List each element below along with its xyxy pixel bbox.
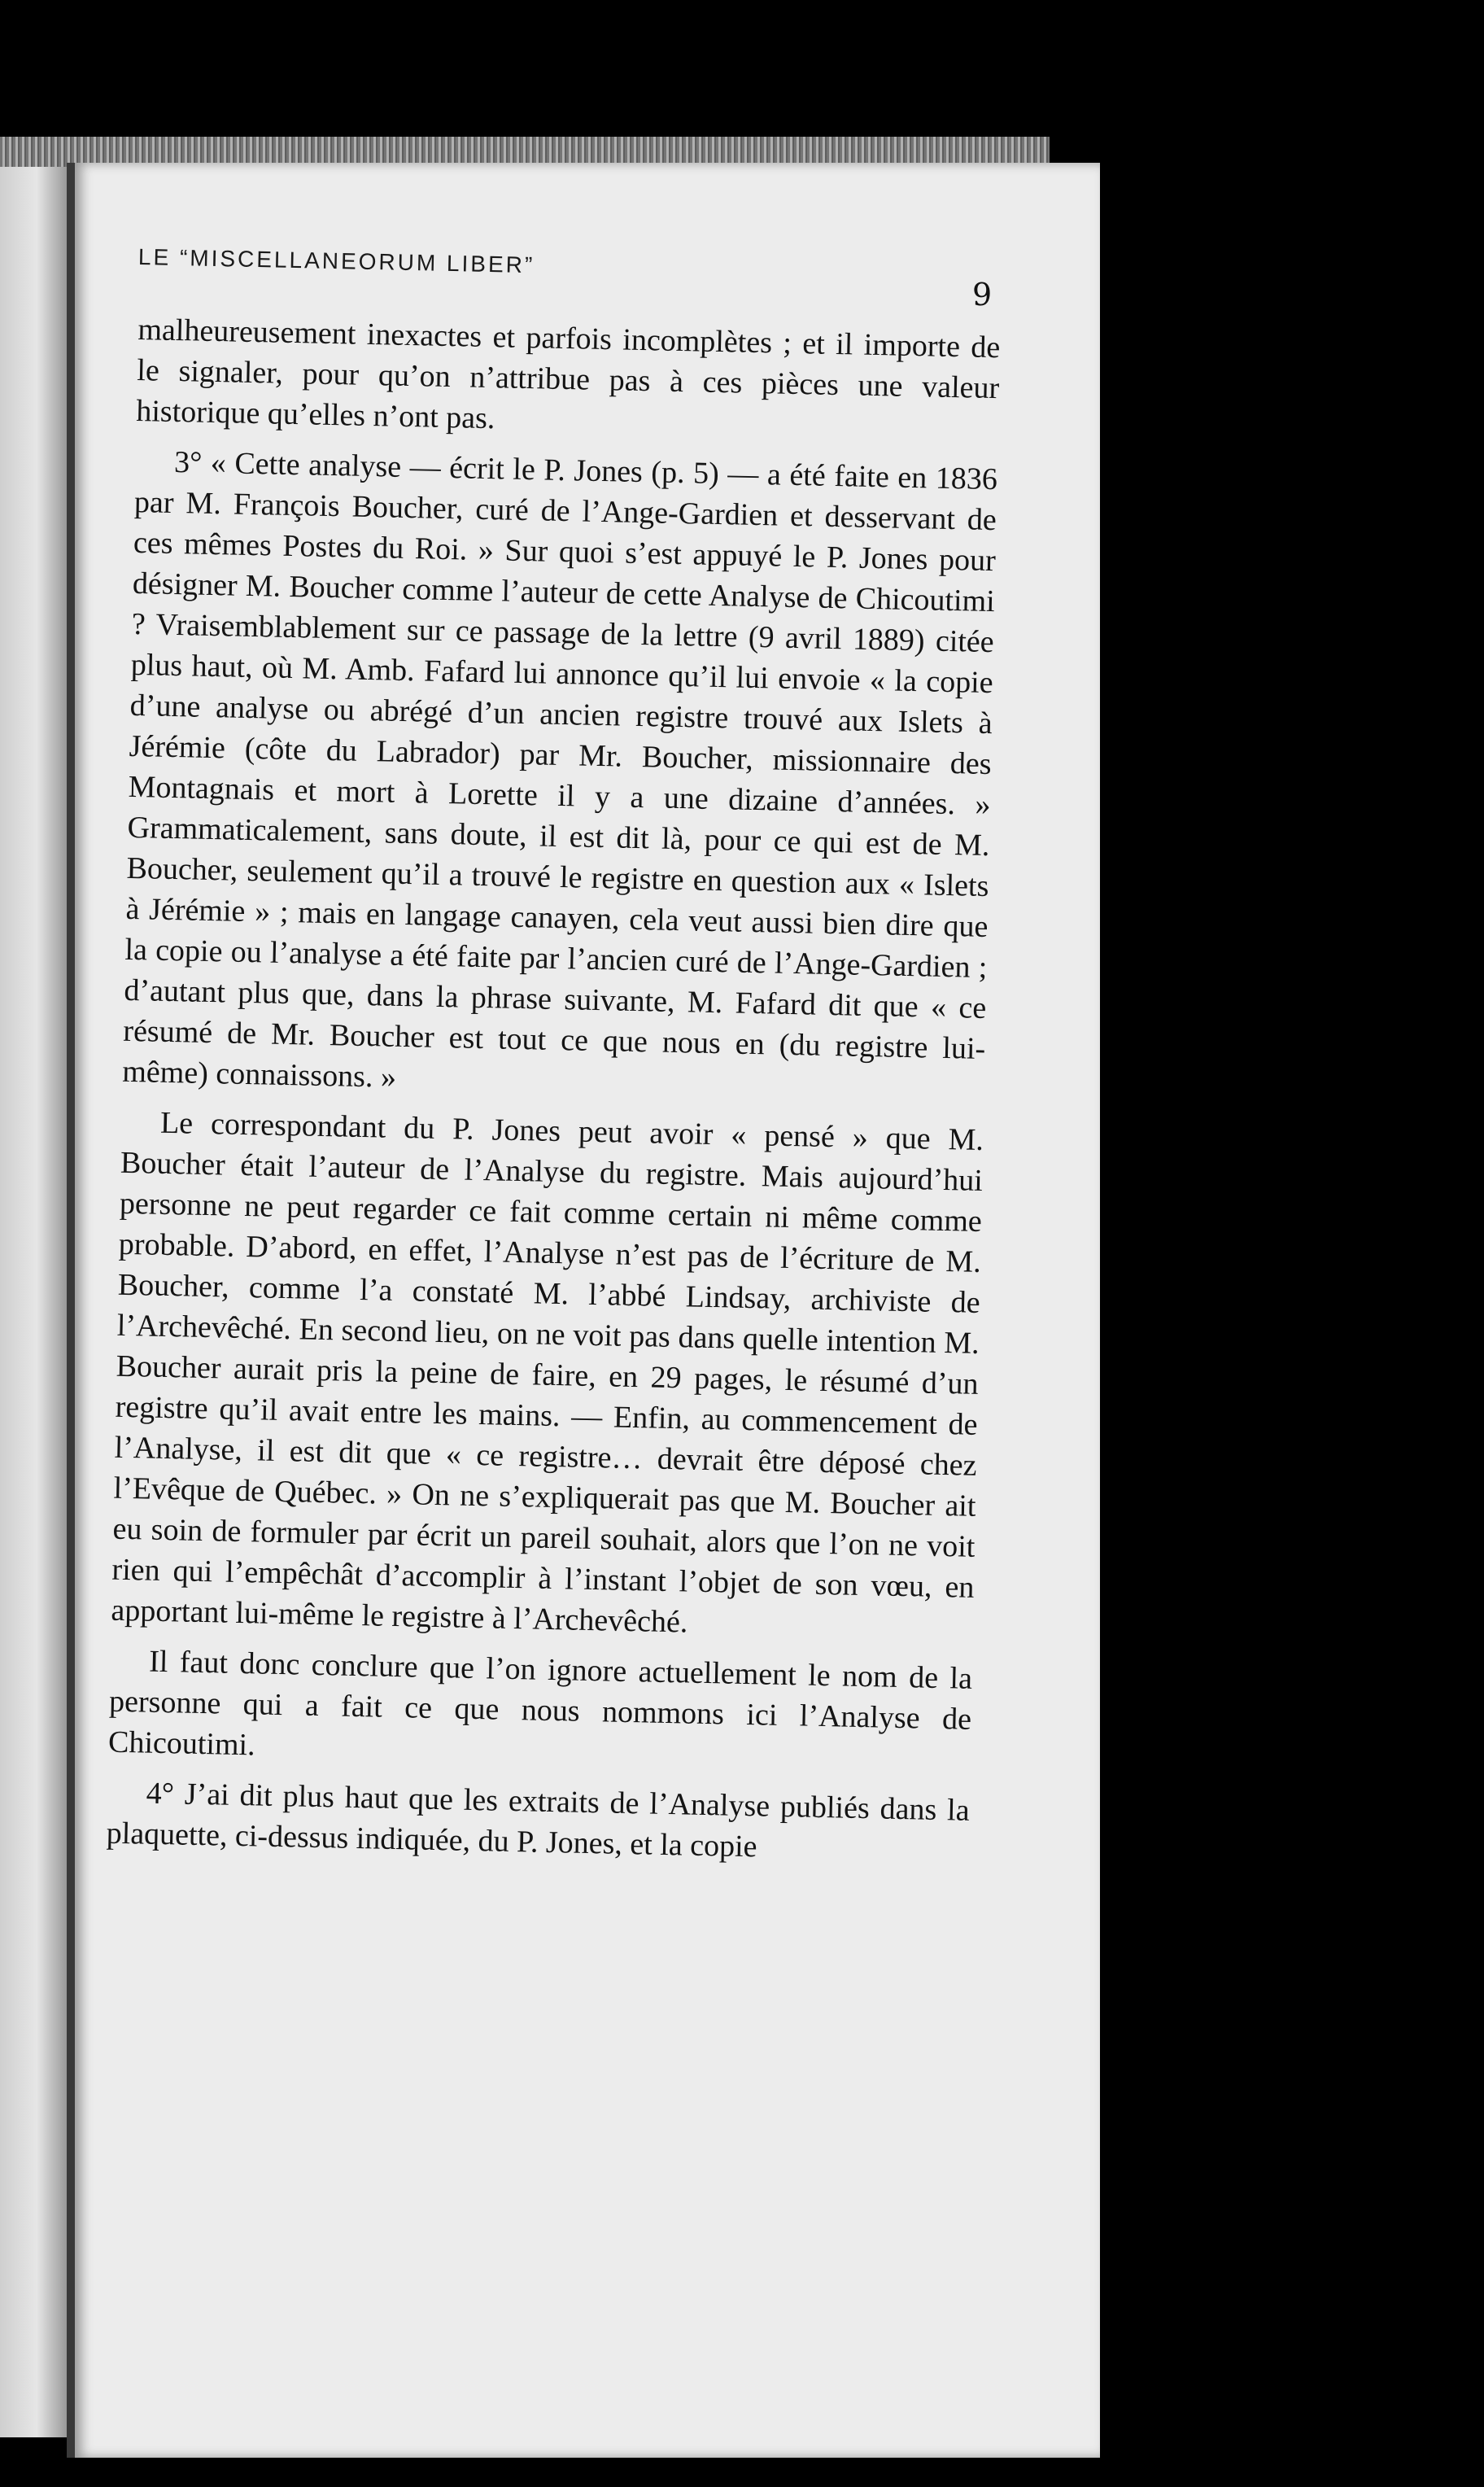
facing-page-edge [0,167,67,2437]
page-number: 9 [972,277,993,313]
paragraph: Il faut donc conclure que l’on ignore actuellement le nom de la personne qui a fait ce que nous nommons ici l’Analyse de Chicoutimi. [107,1644,973,1763]
paragraph: malheureusement inexactes et parfois incomplètes ; et il importe de le signaler, pour qu’on n’attribue pas à ces pièces une valeur historique qu’elles n’ont pas. [135,312,1001,436]
page-body [106,309,1001,1882]
paragraph: 4° J’ai dit plus haut que les extraits de l’Analyse publiés dans la plaquette, ci-dessus indiquée, du P. Jones, et la copie [106,1776,971,1864]
paragraph: Le correspondant du P. Jones peut avoir « pensé » que M. Boucher était l’auteur de l’Analyse du registre. Mais aujourd’hui personne ne peut regarder ce fait comme certain ni même comme probable. D’abord, en effet, l’Analyse n’est pas de l’écriture de M. Boucher, comme l’a constaté M. l’abbé Lindsay, archiviste de l’Archevêché. En second lieu, on ne voit pas dans quelle intention M. Boucher aurait pris la peine de faire, en 29 pages, le résumé d’un registre qu’il avait entre les mains. — Enfin, au commencement de l’Analyse, il est dit que « ce registre… devrait être déposé chez l’Evêque de Québec. » On ne s’expliquerait pas que M. Boucher ait eu soin de formuler par écrit un pareil souhait, alors que l’on ne voit rien qui l’empêchât d’accomplir à l’instant l’objet de son vœu, en apportant lui-même le registre à l’Archevêché. [111,1105,984,1640]
running-header: LE “MISCELLANEORUM LIBER” [137,244,535,278]
paragraph: 3° « Cette analyse — écrit le P. Jones (p. 5) — a été faite en 1836 par M. François Boucher, curé de l’Ange-Gardien et desservant de ces mêmes Postes du Roi. » Sur quoi s’est appuyé le P. Jones pour désigner M. Boucher comme l’auteur de cette Analyse de Chicoutimi ? Vraisemblablement sur ce passage de la lettre (9 avril 1889) citée plus haut, où M. Amb. Fafard lui annonce qu’il lui envoie « la copie d’une analyse ou abrégé d’un ancien registre trouvé aux Islets à Jérémie (côte du Labrador) par Mr. Boucher, missionnaire des Montagnais et mort à Lorette il y a une dizaine d’années. » Grammaticalement, sans doute, il est dit là, pour ce qui est de M. Boucher, seulement qu’il a trouvé le registre en question aux « Islets à Jérémie » ; mais en langage canayen, cela veut aussi bien dire que la copie ou l’analyse a été faite par l’ancien curé de l’Ange-Gardien ; d’autant plus que, dans la phrase suivante, M. Fafard dit que « ce résumé de Mr. Boucher est tout ce que nous en (du registre lui-même) connaissons. » [121,444,998,1095]
